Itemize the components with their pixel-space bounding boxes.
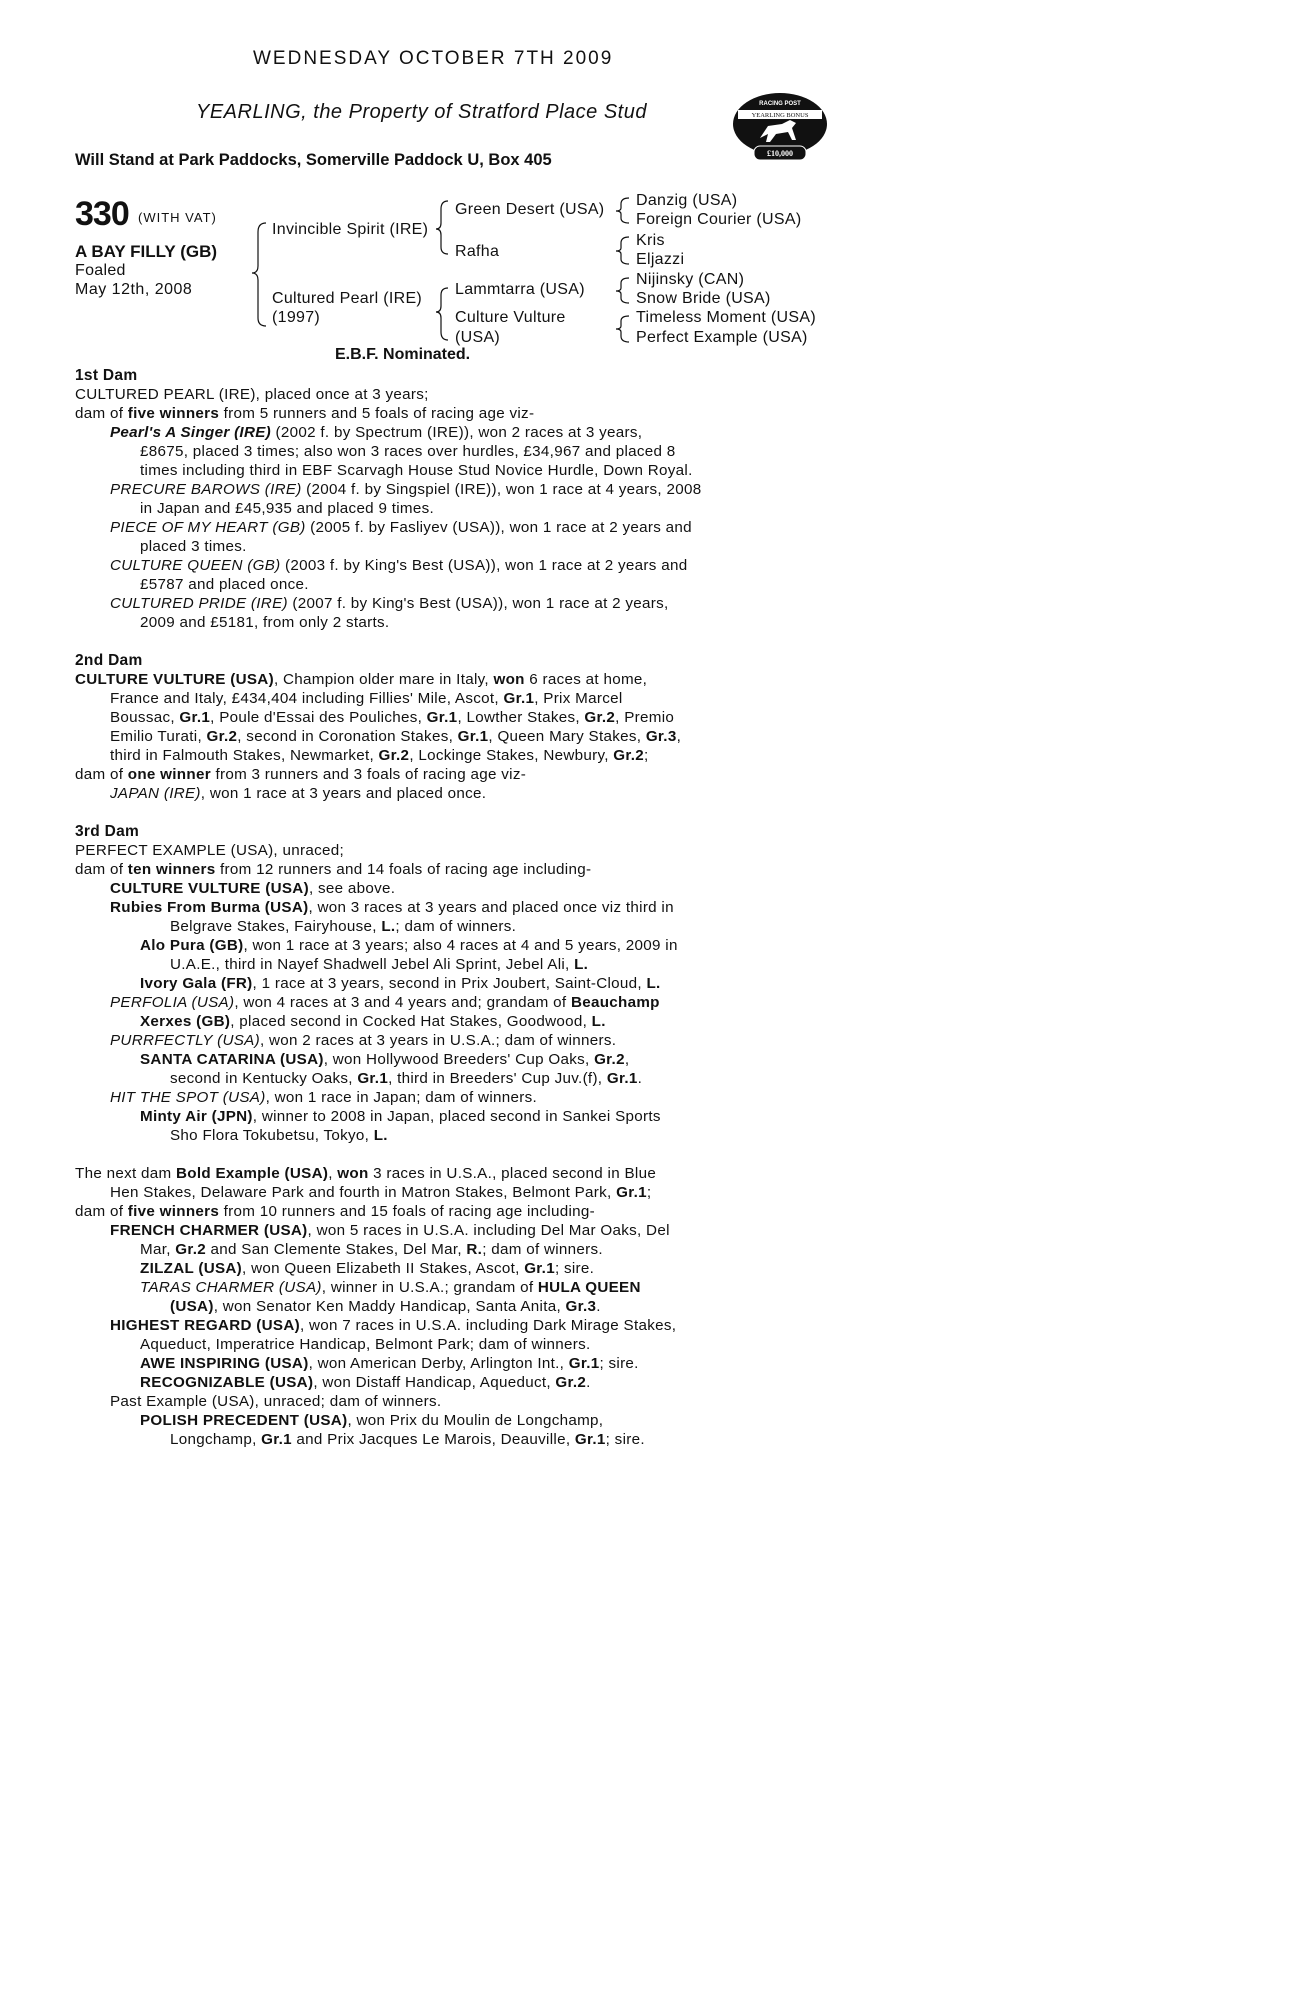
- text-run: .: [596, 1298, 601, 1315]
- text-run: 6 races at home,: [524, 671, 648, 688]
- text-run: Rubies From Burma (USA): [110, 899, 309, 916]
- text-run: , Poule d'Essai des Pouliches,: [210, 709, 427, 726]
- produce-entry-cont: Aqueduct, Imperatrice Handicap, Belmont Park; dam of winners.: [140, 1336, 591, 1353]
- text-run: CULTURE VULTURE (USA): [75, 671, 274, 688]
- bracket-dam: [436, 288, 448, 340]
- produce-entry: [75, 1107, 755, 1126]
- pedigree-dam-dam-suffix: (USA): [455, 329, 501, 346]
- text-run: Gr.1: [503, 690, 535, 707]
- pedigree-dds: Timeless Moment (USA): [636, 309, 816, 326]
- text-run: PURRFECTLY (USA): [110, 1032, 260, 1049]
- text-run: , Lockinge Stakes, Newbury,: [409, 747, 614, 764]
- text-run: PIECE OF MY HEART (GB): [110, 519, 306, 536]
- text-run: L.: [591, 1013, 606, 1030]
- second-dam-cont: [75, 727, 755, 746]
- produce-entry-cont: [75, 917, 755, 936]
- yearling-vendor-line: YEARLING, the Property of Stratford Place Stud: [196, 101, 647, 123]
- produce-entry: [75, 1088, 755, 1107]
- text-run: ,: [328, 1165, 338, 1182]
- text-run: , Lowther Stakes,: [457, 709, 585, 726]
- text-run: , won American Derby, Arlington Int.,: [308, 1355, 569, 1372]
- text-run: , won 5 races in U.S.A. including Del Mar Oaks, Del: [307, 1222, 670, 1239]
- bracket-dd: [616, 316, 629, 342]
- ebf-nominated: E.B.F. Nominated.: [335, 346, 471, 363]
- text-run: Gr.2: [206, 728, 238, 745]
- text-run: POLISH PRECEDENT (USA): [140, 1412, 348, 1429]
- produce-entry: [75, 518, 755, 537]
- first-dam-line: CULTURED PEARL (IRE), placed once at 3 years;: [75, 386, 429, 403]
- pedigree-dam-year: (1997): [272, 309, 321, 326]
- text-run: second in Kentucky Oaks,: [170, 1070, 358, 1087]
- second-dam-cont: [75, 708, 755, 727]
- text-run: , Champion older mare in Italy,: [273, 671, 494, 688]
- text-run: (2004 f. by Singspiel (IRE)), won 1 race at 4 years, 2008: [301, 481, 702, 498]
- text-run: Gr.3: [645, 728, 677, 745]
- produce-entry: [75, 784, 755, 803]
- bracket-ss: [616, 198, 629, 223]
- pedigree-sire: Invincible Spirit (IRE): [272, 221, 429, 238]
- bracket-ds: [616, 278, 629, 303]
- text-run: Bold Example (USA): [175, 1165, 329, 1182]
- text-run: (2003 f. by King's Best (USA)), won 1 race at 2 years and: [280, 557, 688, 574]
- text-run: from 12 runners and 14 foals of racing age including-: [215, 861, 592, 878]
- text-run: dam of: [75, 1203, 128, 1220]
- text-run: R.: [466, 1241, 483, 1258]
- text-run: (2002 f. by Spectrum (IRE)), won 2 races at 3 years,: [271, 424, 643, 441]
- text-run: PRECURE BAROWS (IRE): [110, 481, 302, 498]
- pedigree-dsd: Snow Bride (USA): [636, 290, 771, 307]
- produce-entry-cont: [75, 1126, 755, 1145]
- text-run: Gr.3: [565, 1298, 597, 1315]
- bracket-sire: [436, 201, 448, 254]
- text-run: , third in Breeders' Cup Juv.(f),: [388, 1070, 607, 1087]
- pedigree-sds: Kris: [636, 232, 665, 249]
- text-run: , won 1 race at 3 years; also 4 races at 4 and 5 years, 2009 in: [243, 937, 678, 954]
- produce-entry: [75, 480, 755, 499]
- produce-entry-cont: [75, 1012, 755, 1031]
- pedigree-sire-sire: Green Desert (USA): [455, 201, 605, 218]
- produce-entry: [75, 1316, 755, 1335]
- text-run: .: [586, 1374, 591, 1391]
- produce-entry-cont: £8675, placed 3 times; also won 3 races over hurdles, £34,967 and placed 8: [140, 443, 676, 460]
- text-run: Gr.2: [555, 1374, 587, 1391]
- produce-entry-cont: in Japan and £45,935 and placed 9 times.: [140, 500, 435, 517]
- text-run: Gr.1: [616, 1184, 647, 1201]
- text-run: Gr.1: [574, 1431, 606, 1448]
- text-run: TARAS CHARMER (USA): [140, 1279, 322, 1296]
- first-dam-heading: 1st Dam: [75, 367, 138, 384]
- produce-entry-cont: [75, 1430, 755, 1449]
- text-run: , Queen Mary Stakes,: [488, 728, 646, 745]
- text-run: , won Queen Elizabeth II Stakes, Ascot,: [242, 1260, 525, 1277]
- text-run: ZILZAL (USA): [140, 1260, 243, 1277]
- pedigree-sire-dam: Rafha: [455, 243, 500, 260]
- second-dam-line: [75, 670, 755, 689]
- third-dam-heading: 3rd Dam: [75, 823, 140, 840]
- next-dam-produce: [75, 1202, 755, 1221]
- text-run: Ivory Gala (FR): [140, 975, 253, 992]
- text-run: , Premio: [615, 709, 675, 726]
- text-run: Mar,: [140, 1241, 176, 1258]
- text-run: Pearl's A Singer (IRE): [110, 424, 272, 441]
- text-run: from 10 runners and 15 foals of racing age including-: [219, 1203, 595, 1220]
- produce-entry: [75, 1278, 755, 1297]
- text-run: ; dam of winners.: [395, 918, 517, 935]
- text-run: PERFOLIA (USA): [110, 994, 235, 1011]
- text-run: Gr.1: [261, 1431, 292, 1448]
- sale-date: WEDNESDAY OCTOBER 7TH 2009: [253, 48, 614, 69]
- text-run: CULTURED PRIDE (IRE): [110, 595, 288, 612]
- second-dam-cont: [75, 689, 755, 708]
- foaled-label: Foaled: [75, 262, 126, 279]
- text-run: L.: [381, 918, 396, 935]
- produce-entry-cont: [75, 1297, 755, 1316]
- text-run: , winner to 2008 in Japan, placed second in Sankei Sports: [252, 1108, 661, 1125]
- text-run: Alo Pura (GB): [140, 937, 244, 954]
- third-dam-line: PERFECT EXAMPLE (USA), unraced;: [75, 842, 344, 859]
- produce-entry: Past Example (USA), unraced; dam of winners.: [110, 1393, 442, 1410]
- produce-entry: [75, 1373, 755, 1392]
- first-dam-produce: [75, 404, 755, 423]
- text-run: , won Senator Ken Maddy Handicap, Santa Anita,: [213, 1298, 566, 1315]
- text-run: dam of: [75, 405, 128, 422]
- text-run: ; dam of winners.: [482, 1241, 603, 1258]
- text-run: FRENCH CHARMER (USA): [110, 1222, 308, 1239]
- text-run: from 3 runners and 3 foals of racing age viz-: [210, 766, 527, 783]
- text-run: L.: [574, 956, 589, 973]
- produce-entry: [75, 898, 755, 917]
- pedigree-ddd: Perfect Example (USA): [636, 329, 808, 346]
- text-run: Gr.1: [568, 1355, 600, 1372]
- produce-entry-cont: placed 3 times.: [140, 538, 247, 555]
- text-run: L.: [646, 975, 661, 992]
- pedigree-dam: Cultured Pearl (IRE): [272, 290, 423, 307]
- text-run: , won 3 races at 3 years and placed once viz third in: [308, 899, 674, 916]
- text-run: , see above.: [308, 880, 396, 897]
- text-run: ; sire.: [605, 1431, 645, 1448]
- text-run: Xerxes (GB): [140, 1013, 231, 1030]
- text-run: Gr.2: [175, 1241, 207, 1258]
- bracket-gen1: [252, 223, 266, 326]
- text-run: ,: [624, 1051, 630, 1068]
- produce-entry-cont: 2009 and £5181, from only 2 starts.: [140, 614, 390, 631]
- produce-entry: [75, 936, 755, 955]
- produce-entry-cont: [75, 1240, 755, 1259]
- text-run: (2005 f. by Fasliyev (USA)), won 1 race at 2 years and: [305, 519, 692, 536]
- text-run: (2007 f. by King's Best (USA)), won 1 race at 2 years,: [287, 595, 669, 612]
- badge-middle-text: YEARLING BONUS: [751, 112, 809, 119]
- text-run: Gr.2: [378, 747, 410, 764]
- produce-entry-cont: [75, 1069, 755, 1088]
- text-run: Gr.1: [357, 1070, 389, 1087]
- second-dam-produce: [75, 765, 755, 784]
- text-run: , second in Coronation Stakes,: [237, 728, 458, 745]
- text-run: and Prix Jacques Le Marois, Deauville,: [291, 1431, 575, 1448]
- text-run: Belgrave Stakes, Fairyhouse,: [170, 918, 382, 935]
- text-run: and San Clemente Stakes, Del Mar,: [206, 1241, 467, 1258]
- text-run: JAPAN (IRE): [110, 785, 201, 802]
- text-run: France and Italy, £434,404 including Fillies' Mile, Ascot,: [110, 690, 504, 707]
- text-run: five winners: [127, 405, 220, 422]
- second-dam-cont: [75, 746, 755, 765]
- text-run: Beauchamp: [570, 994, 660, 1011]
- text-run: won: [493, 671, 525, 688]
- bracket-sd: [616, 237, 629, 264]
- produce-entry-cont: times including third in EBF Scarvagh House Stud Novice Hurdle, Down Royal.: [140, 462, 693, 479]
- text-run: 3 races in U.S.A., placed second in Blue: [368, 1165, 657, 1182]
- text-run: third in Falmouth Stakes, Newmarket,: [110, 747, 379, 764]
- pedigree-sss: Danzig (USA): [636, 192, 738, 209]
- text-run: Gr.2: [613, 747, 645, 764]
- text-run: , placed second in Cocked Hat Stakes, Goodwood,: [230, 1013, 592, 1030]
- text-run: , won 4 races at 3 and 4 years and; grandam of: [234, 994, 571, 1011]
- text-run: AWE INSPIRING (USA): [140, 1355, 309, 1372]
- produce-entry: [75, 1259, 755, 1278]
- text-run: ; sire.: [599, 1355, 639, 1372]
- text-run: dam of: [75, 766, 128, 783]
- text-run: , winner in U.S.A.; grandam of: [321, 1279, 538, 1296]
- text-run: CULTURE VULTURE (USA): [110, 880, 309, 897]
- second-dam-heading: 2nd Dam: [75, 652, 143, 669]
- text-run: , 1 race at 3 years, second in Prix Joubert, Saint-Cloud,: [252, 975, 647, 992]
- text-run: .: [637, 1070, 643, 1087]
- produce-entry: [75, 974, 755, 993]
- text-run: Gr.1: [606, 1070, 638, 1087]
- text-run: Gr.2: [584, 709, 616, 726]
- text-run: The next dam: [75, 1165, 176, 1182]
- text-run: L.: [373, 1127, 388, 1144]
- pedigree-ssd: Foreign Courier (USA): [636, 211, 802, 228]
- text-run: ten winners: [127, 861, 216, 878]
- text-run: SANTA CATARINA (USA): [140, 1051, 324, 1068]
- produce-entry: [75, 1050, 755, 1069]
- produce-entry: [75, 993, 755, 1012]
- stand-location: Will Stand at Park Paddocks, Somerville Paddock U, Box 405: [75, 151, 552, 169]
- text-run: , won Distaff Handicap, Aqueduct,: [313, 1374, 556, 1391]
- text-run: one winner: [127, 766, 211, 783]
- text-run: , won 1 race at 3 years and placed once.: [200, 785, 487, 802]
- lot-number: 330: [75, 195, 129, 233]
- text-run: RECOGNIZABLE (USA): [140, 1374, 314, 1391]
- text-run: five winners: [127, 1203, 220, 1220]
- text-run: Minty Air (JPN): [140, 1108, 253, 1125]
- text-run: , won 1 race in Japan; dam of winners.: [265, 1089, 538, 1106]
- text-run: Boussac,: [110, 709, 180, 726]
- text-run: ;: [644, 747, 649, 764]
- text-run: HIGHEST REGARD (USA): [110, 1317, 300, 1334]
- lot-name: A BAY FILLY (GB): [75, 242, 218, 261]
- text-run: , Prix Marcel: [534, 690, 623, 707]
- produce-entry: [75, 1221, 755, 1240]
- next-dam-line: [75, 1164, 755, 1183]
- produce-entry: [75, 594, 755, 613]
- text-run: HULA QUEEN: [537, 1279, 641, 1296]
- badge-top-text: RACING POST: [759, 101, 801, 107]
- text-run: ;: [646, 1184, 652, 1201]
- produce-entry-cont: [75, 955, 755, 974]
- text-run: Gr.2: [594, 1051, 625, 1068]
- text-run: ,: [676, 728, 682, 745]
- vat-note: (WITH VAT): [138, 210, 217, 225]
- pedigree-sdd: Eljazzi: [636, 251, 685, 268]
- produce-entry: [75, 1411, 755, 1430]
- catalogue-body: [75, 366, 755, 1449]
- produce-entry-cont: £5787 and placed once.: [140, 576, 309, 593]
- text-run: won: [337, 1165, 369, 1182]
- text-run: Gr.1: [426, 709, 458, 726]
- text-run: Hen Stakes, Delaware Park and fourth in Matron Stakes, Belmont Park,: [110, 1184, 617, 1201]
- pedigree-dam-dam: Culture Vulture: [455, 309, 566, 326]
- text-run: Gr.1: [524, 1260, 555, 1277]
- text-run: HIT THE SPOT (USA): [110, 1089, 266, 1106]
- text-run: , won Hollywood Breeders' Cup Oaks,: [323, 1051, 595, 1068]
- text-run: Sho Flora Tokubetsu, Tokyo,: [170, 1127, 374, 1144]
- third-dam-produce: [75, 860, 755, 879]
- text-run: (USA): [170, 1298, 214, 1315]
- pedigree-dam-sire: Lammtarra (USA): [455, 281, 585, 298]
- text-run: CULTURE QUEEN (GB): [110, 557, 281, 574]
- text-run: dam of: [75, 861, 128, 878]
- badge-amount: £10,000: [767, 149, 793, 158]
- text-run: , won 7 races in U.S.A. including Dark Mirage Stakes,: [299, 1317, 677, 1334]
- produce-entry: [75, 556, 755, 575]
- foaled-date: May 12th, 2008: [75, 281, 193, 298]
- pedigree-dss: Nijinsky (CAN): [636, 271, 745, 288]
- produce-entry: [75, 879, 755, 898]
- text-run: Longchamp,: [170, 1431, 262, 1448]
- text-run: Gr.1: [179, 709, 211, 726]
- text-run: from 5 runners and 5 foals of racing age viz-: [219, 405, 535, 422]
- text-run: , won Prix du Moulin de Longchamp,: [347, 1412, 604, 1429]
- text-run: Gr.1: [457, 728, 489, 745]
- produce-entry: [75, 1354, 755, 1373]
- text-run: ; sire.: [554, 1260, 595, 1277]
- next-dam-cont: [75, 1183, 755, 1202]
- text-run: Emilio Turati,: [110, 728, 207, 745]
- text-run: U.A.E., third in Nayef Shadwell Jebel Ali Sprint, Jebel Ali,: [170, 956, 575, 973]
- text-run: , won 2 races at 3 years in U.S.A.; dam of winners.: [259, 1032, 617, 1049]
- produce-entry: [75, 1031, 755, 1050]
- produce-entry: [75, 423, 755, 442]
